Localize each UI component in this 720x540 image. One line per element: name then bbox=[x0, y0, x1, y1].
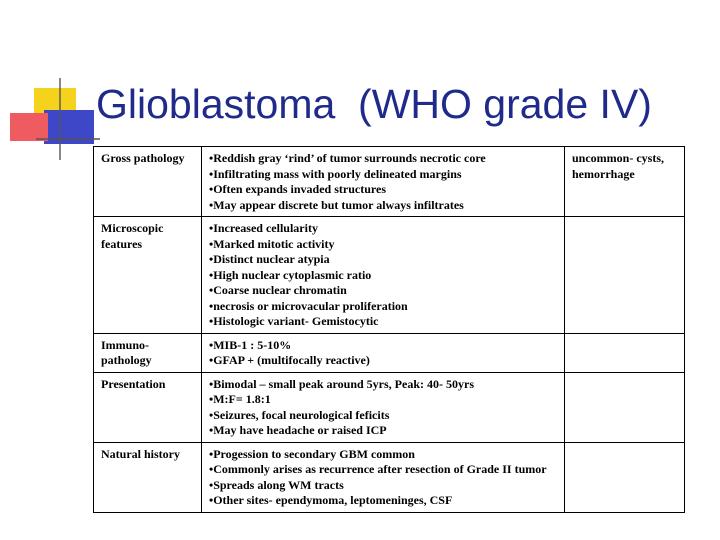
detail-item: •Progession to secondary GBM common bbox=[209, 446, 415, 461]
detail-item: •Commonly arises as recurrence after resection of Grade II tumor bbox=[209, 462, 547, 476]
row-notes-cell bbox=[565, 372, 685, 442]
detail-item: •Histologic variant- Gemistocytic bbox=[209, 314, 379, 328]
row-label-cell bbox=[94, 217, 202, 334]
detail-item: •High nuclear cytoplasmic ratio bbox=[209, 267, 372, 282]
table-row bbox=[94, 333, 685, 372]
row-label-cell bbox=[94, 147, 202, 217]
row-label: Microscopic bbox=[101, 221, 164, 235]
row-details-cell bbox=[202, 333, 565, 372]
row-label: Natural history bbox=[101, 446, 180, 461]
row-note: hemorrhage bbox=[572, 166, 635, 181]
detail-item: •Other sites- ependymoma, leptomeninges, CSF bbox=[209, 493, 453, 507]
row-label-cell bbox=[94, 333, 202, 372]
detail-item: •May appear discrete but tumor always infiltrates bbox=[209, 197, 464, 212]
row-label: Gross pathology bbox=[101, 151, 185, 165]
row-label-cell bbox=[94, 442, 202, 512]
row-details-cell bbox=[202, 372, 565, 442]
slide-title: Glioblastoma (WHO grade IV) bbox=[96, 81, 652, 127]
table-body bbox=[94, 147, 685, 513]
detail-item: •May have headache or raised ICP bbox=[209, 423, 387, 437]
detail-item: •M:F= 1.8:1 bbox=[209, 392, 271, 406]
row-details-cell bbox=[202, 147, 565, 217]
corner-decoration bbox=[0, 0, 100, 170]
row-label-cell bbox=[94, 372, 202, 442]
detail-item: •Marked mitotic activity bbox=[209, 236, 335, 251]
table-row bbox=[94, 372, 685, 442]
row-label: features bbox=[101, 236, 143, 251]
table-row bbox=[94, 147, 685, 217]
row-notes-cell bbox=[565, 217, 685, 334]
detail-item: •MIB-1 : 5-10% bbox=[209, 337, 292, 352]
row-details-cell bbox=[202, 442, 565, 512]
detail-item: •GFAP + (multifocally reactive) bbox=[209, 353, 370, 367]
row-label: Immuno- bbox=[101, 337, 150, 352]
pathology-table bbox=[93, 146, 685, 513]
detail-item: •Increased cellularity bbox=[209, 221, 318, 235]
detail-item: •Spreads along WM tracts bbox=[209, 477, 344, 492]
row-note: uncommon- cysts, bbox=[572, 151, 664, 165]
row-label: pathology bbox=[101, 353, 152, 367]
red-fade bbox=[10, 113, 48, 141]
table-row bbox=[94, 217, 685, 334]
row-notes-cell bbox=[565, 333, 685, 372]
detail-item: •Bimodal – small peak around 5yrs, Peak: 40- 50yrs bbox=[209, 376, 474, 391]
detail-item: •Coarse nuclear chromatin bbox=[209, 283, 347, 297]
row-details-cell bbox=[202, 217, 565, 334]
row-notes-cell bbox=[565, 442, 685, 512]
detail-item: •Distinct nuclear atypia bbox=[209, 252, 330, 266]
detail-item: •Often expands invaded structures bbox=[209, 182, 386, 196]
detail-item: •Seizures, focal neurological feficits bbox=[209, 407, 390, 422]
detail-item: •necrosis or microvacular proliferation bbox=[209, 298, 408, 313]
row-notes-cell bbox=[565, 147, 685, 217]
row-label: Presentation bbox=[101, 376, 166, 391]
table-row bbox=[94, 442, 685, 512]
detail-item: •Reddish gray ‘rind’ of tumor surrounds necrotic core bbox=[209, 151, 486, 165]
detail-item: •Infiltrating mass with poorly delineated margins bbox=[209, 166, 462, 181]
